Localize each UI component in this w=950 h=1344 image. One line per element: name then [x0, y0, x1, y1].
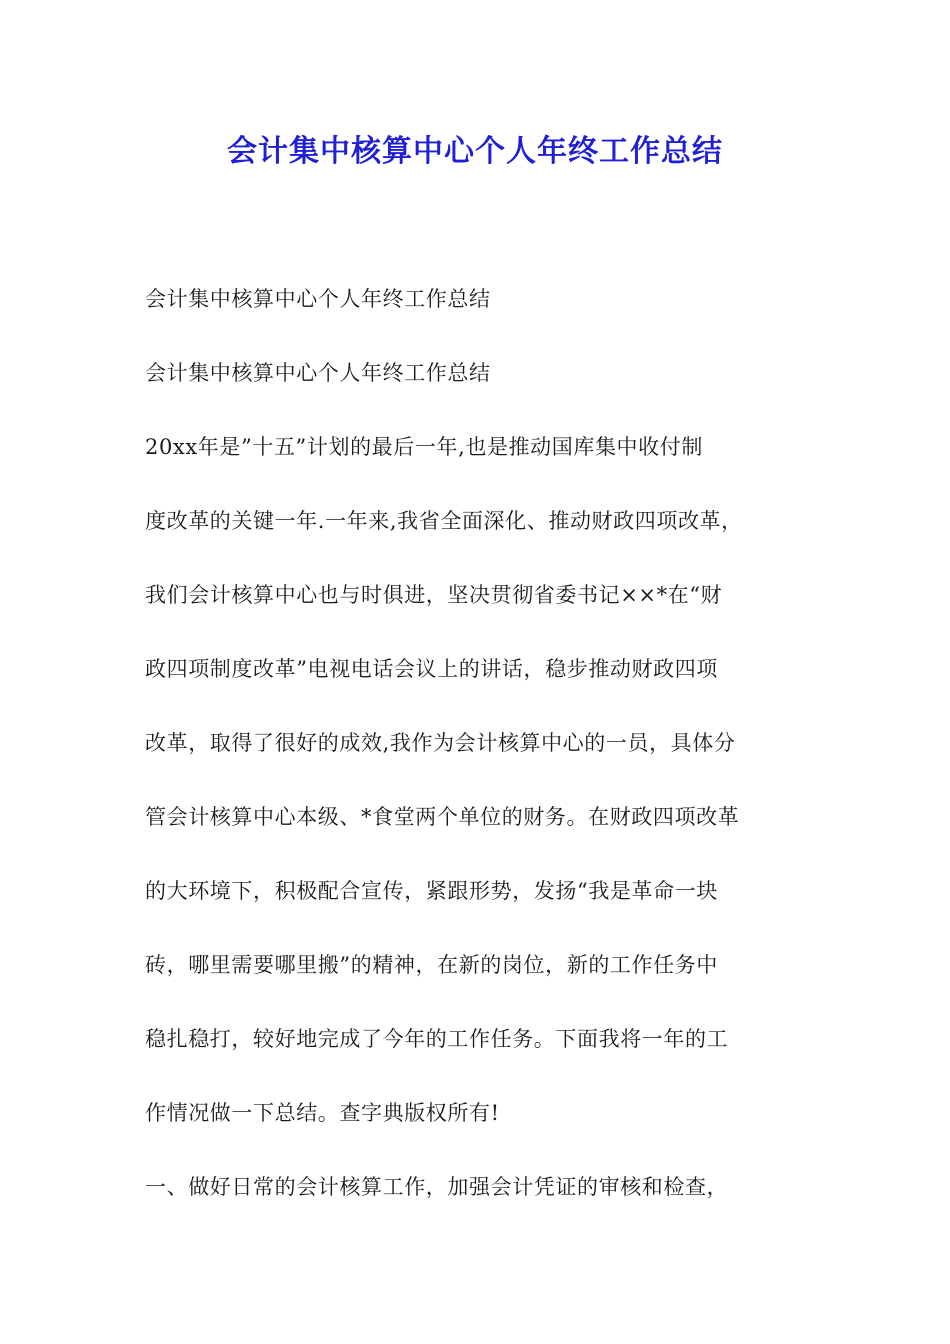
document-title: 会计集中核算中心个人年终工作总结	[227, 134, 723, 169]
body-line: 砖，哪里需要哪里搬”的精神，在新的岗位，新的工作任务中	[145, 953, 718, 977]
body-line: 会计集中核算中心个人年终工作总结	[145, 287, 491, 311]
body-line: 稳扎稳打，较好地完成了今年的工作任务。下面我将一年的工	[145, 1027, 729, 1051]
body-line: 一、做好日常的会计核算工作，加强会计凭证的审核和检查，	[145, 1175, 729, 1199]
body-line: 作情况做一下总结。查字典版权所有!	[145, 1101, 500, 1125]
body-line: 管会计核算中心本级、*食堂两个单位的财务。在财政四项改革	[145, 805, 740, 829]
document-body	[145, 262, 810, 1224]
body-line: 我们会计核算中心也与时俱进，坚决贯彻省委书记××*在“财	[145, 583, 723, 607]
body-line: 的大环境下，积极配合宣传，紧跟形势，发扬“我是革命一块	[145, 879, 718, 903]
body-line: 度改革的关键一年.一年来,我省全面深化、推动财政四项改革，	[145, 509, 743, 533]
body-line: 政四项制度改革”电视电话会议上的讲话，稳步推动财政四项	[145, 657, 718, 681]
body-line: 改革，取得了很好的成效,我作为会计核算中心的一员，具体分	[145, 731, 736, 755]
body-line: 会计集中核算中心个人年终工作总结	[145, 361, 491, 385]
body-line: 20xx年是”十五”计划的最后一年,也是推动国库集中收付制	[145, 435, 703, 459]
